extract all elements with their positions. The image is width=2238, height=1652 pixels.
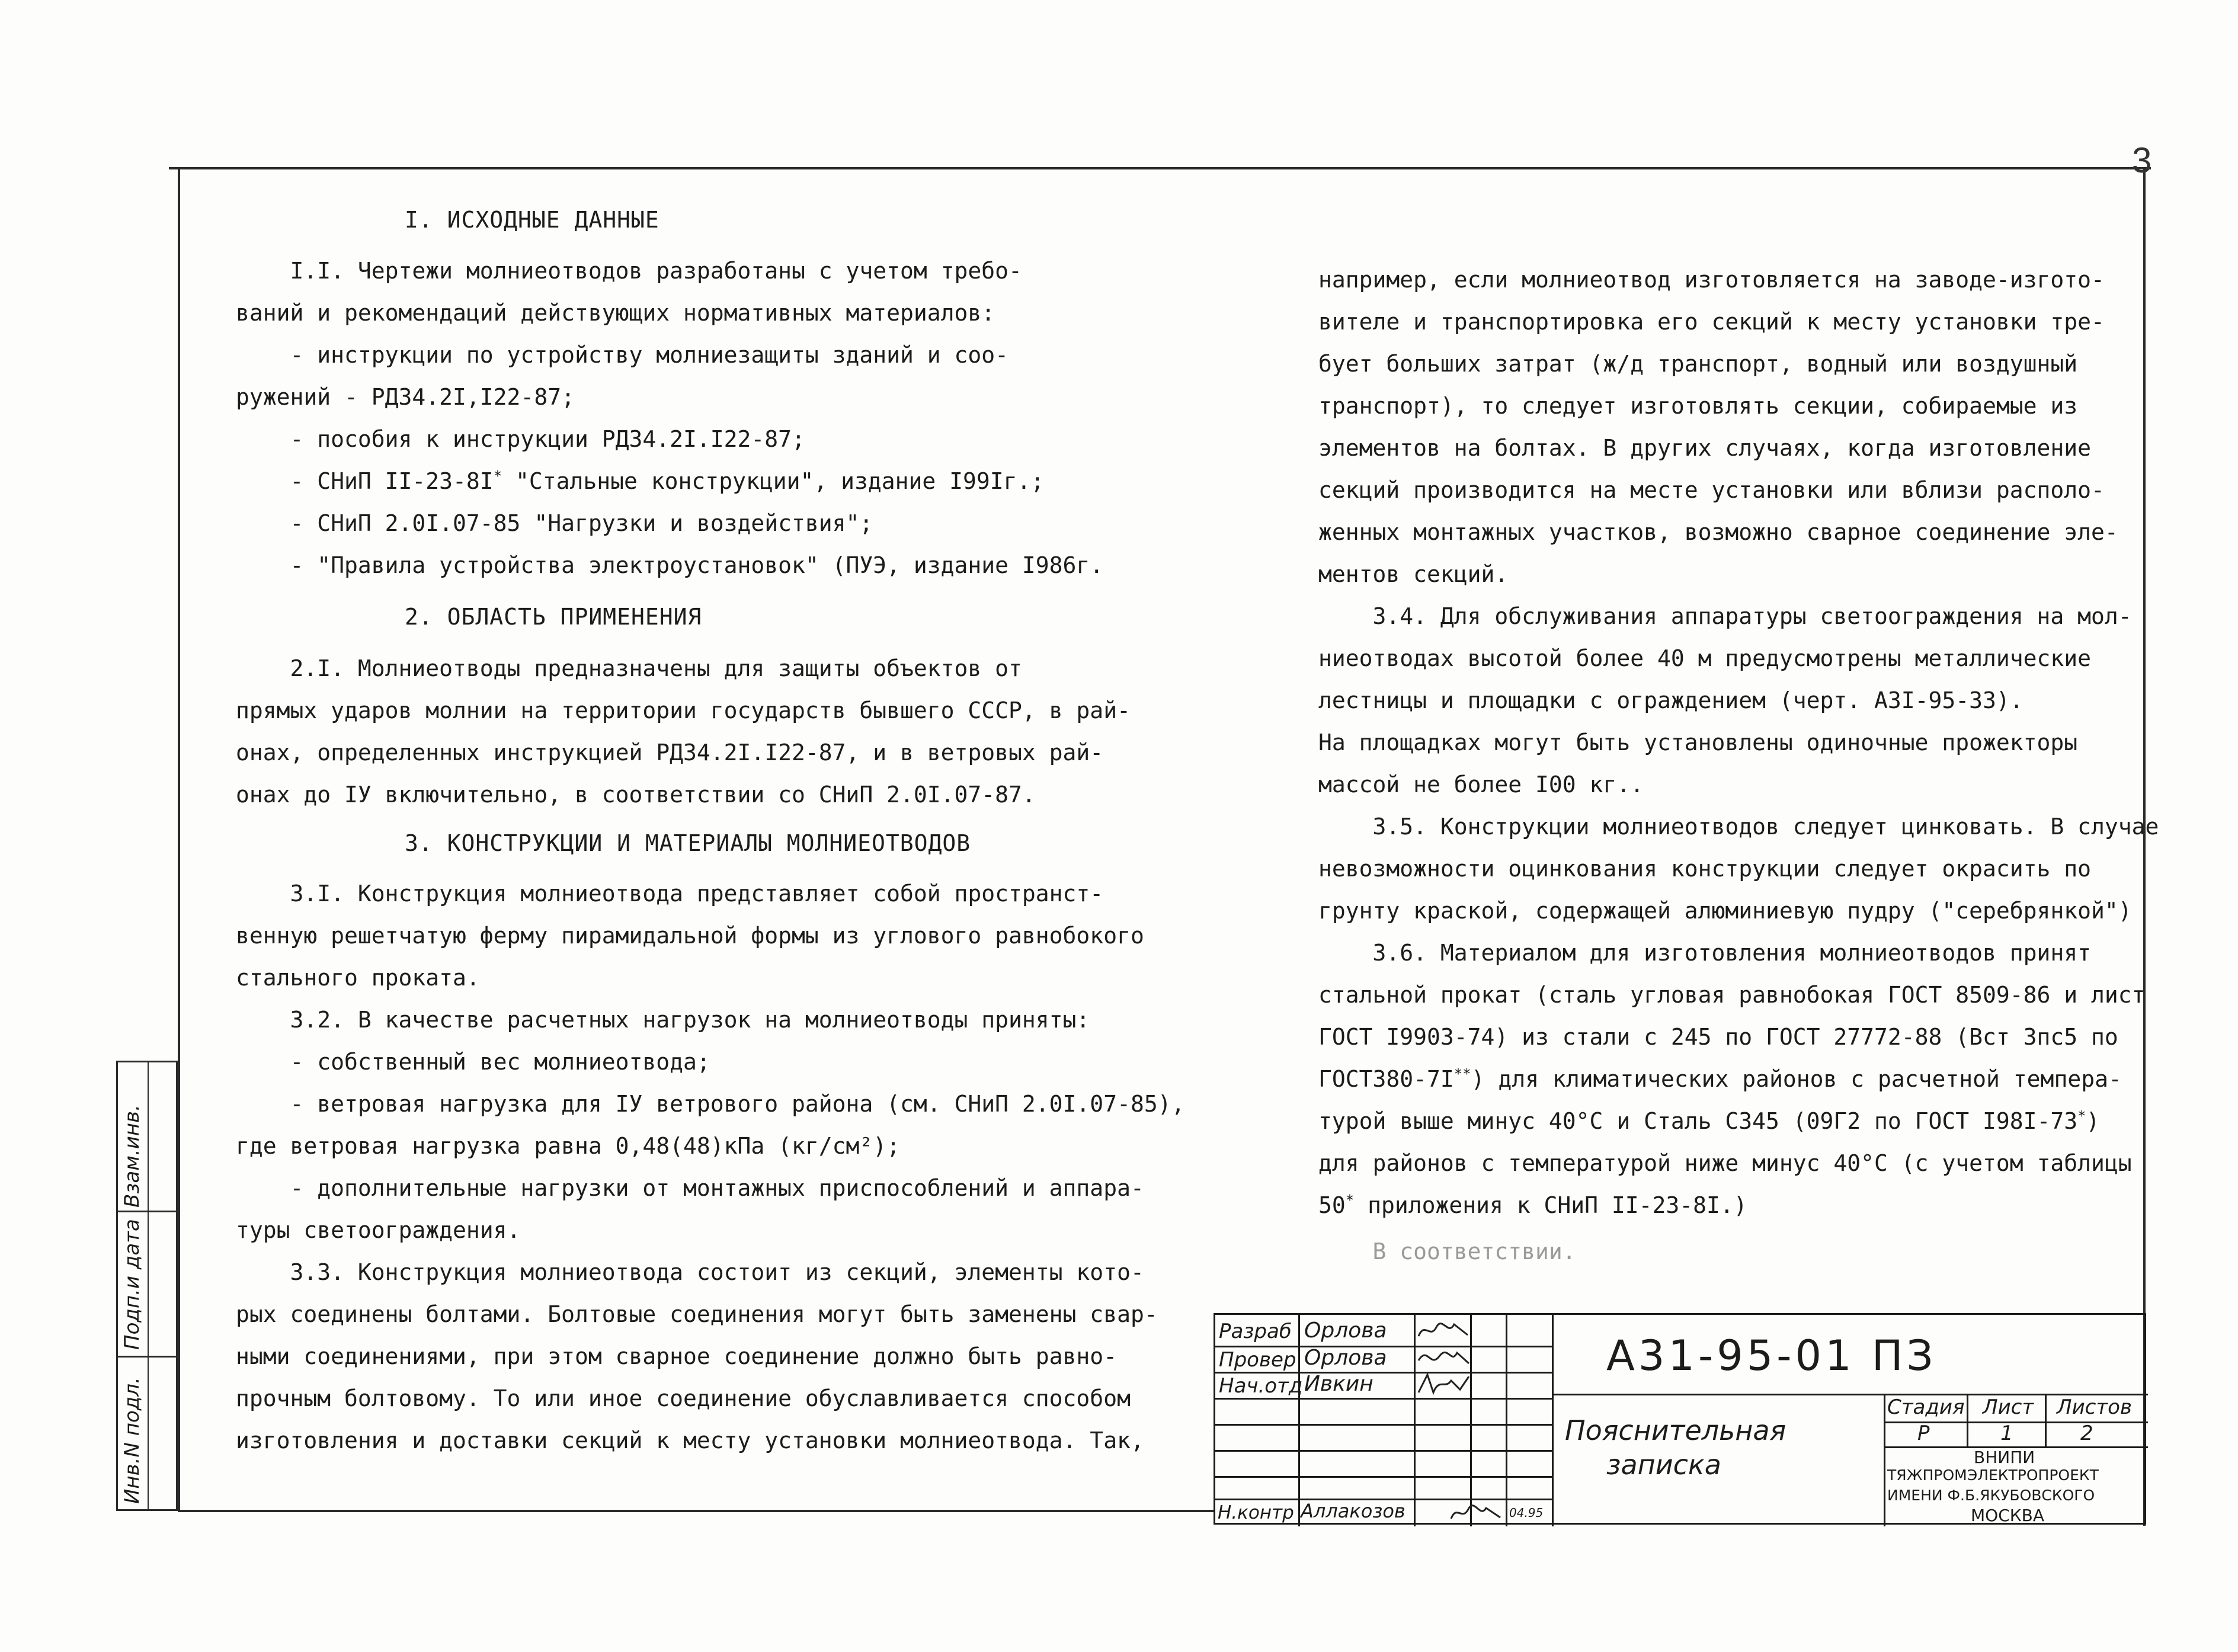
margin-row-divider xyxy=(118,1211,176,1212)
table50-sup: * xyxy=(1345,1192,1355,1209)
org-line-3: ИМЕНИ Ф.Б.ЯКУБОВСКОГО xyxy=(1887,1487,2095,1504)
text-line: ниеотводах высотой более 40 м предусмотрены металлические xyxy=(1318,645,2092,671)
text-line: ваний и рекомендаций действующих нормативных материалов: xyxy=(236,300,995,326)
document-title-line2: записка xyxy=(1606,1449,1721,1481)
text-line: грунту краской, содержащей алюминиевую пудру ("серебрянкой") xyxy=(1318,898,2132,924)
text-line: изготовления и доставки секций к месту установки молниеотвода. Так, xyxy=(236,1427,1144,1453)
sign-date-label: Подп.и дата xyxy=(120,1219,144,1350)
signature-head xyxy=(1416,1372,1472,1395)
text-line: 2.I. Молниеотводы предназначены для защиты объектов от xyxy=(236,655,1022,681)
text-line: - СНиП 2.0I.07-85 "Нагрузки и воздействия"; xyxy=(236,510,873,536)
sheets-value: 2 xyxy=(2080,1422,2093,1445)
snip-sup: * xyxy=(493,468,502,485)
text-line: На площадках могут быть установлены одиночные прожекторы xyxy=(1318,729,2078,755)
document-title-line1: Пояснительная xyxy=(1565,1414,1786,1446)
tb-line xyxy=(1884,1394,1885,1526)
signature-developer xyxy=(1416,1318,1472,1342)
gost-text: ГОСТ380-7I xyxy=(1318,1066,1454,1092)
title-block xyxy=(1214,1313,2146,1525)
table50-rest: приложения к СНиП II-23-8I.) xyxy=(1354,1192,1747,1218)
left-column xyxy=(236,199,1196,1503)
role-norm-control: Н.контр xyxy=(1218,1502,1294,1523)
signature-checker xyxy=(1416,1346,1472,1369)
margin-stamp-table xyxy=(116,1061,178,1511)
table50-text: 50 xyxy=(1318,1192,1346,1218)
text-line: например, если молниеотвод изготовляется на заводе-изгото- xyxy=(1318,267,2105,293)
margin-row-divider xyxy=(118,1356,176,1358)
text-line: 3.5. Конструкции молниеотводов следует цинковать. В случае xyxy=(1318,814,2159,840)
text-line: для районов с температурой ниже минус 40°С (с учетом таблицы xyxy=(1318,1150,2132,1176)
org-line-2: ТЯЖПРОМЭЛЕКТРОПРОЕКТ xyxy=(1887,1467,2099,1484)
text-line: прочным болтовому. То или иное соединение обуславливается способом xyxy=(236,1385,1131,1411)
page-number: 3 xyxy=(2132,140,2152,180)
text-line: вителе и транспортировка его секций к месту установки тре- xyxy=(1318,309,2105,335)
org-line-1: ВНИПИ xyxy=(1974,1448,2035,1467)
text-line: - ветровая нагрузка для IУ ветрового района (см. СНиП 2.0I.07-85), xyxy=(236,1091,1185,1117)
ref-inv-label: Взам.инв. xyxy=(120,1104,144,1208)
text-line: невозможности оцинкования конструкции следует окрасить по xyxy=(1318,856,2092,882)
snip-rest: "Стальные конструкции", издание I99Iг.; xyxy=(502,468,1045,494)
document-designation: А31-95-01 ПЗ xyxy=(1606,1331,1937,1380)
text-line: онах до IУ включительно, в соответствии со СНиП 2.0I.07-87. xyxy=(236,782,1036,808)
section-3-title: 3. КОНСТРУКЦИИ И МАТЕРИАЛЫ МОЛНИЕОТВОДОВ xyxy=(405,830,971,856)
tb-line xyxy=(1215,1372,1553,1374)
gost-rest: ) для климатических районов с расчетной темпера- xyxy=(1471,1066,2122,1092)
text-line: - "Правила устройства электроустановок" (ПУЭ, издание I986г. xyxy=(236,552,1104,578)
text-line: стальной прокат (сталь угловая равнобокая ГОСТ 8509-86 и лист xyxy=(1318,982,2146,1008)
name-checker: Орлова xyxy=(1304,1346,1387,1370)
signature-norm-control xyxy=(1449,1500,1503,1523)
text-line: туры светоограждения. xyxy=(236,1217,521,1243)
text-line-table50 xyxy=(1318,1184,1747,1227)
text-line: элементов на болтах. В других случаях, когда изготовление xyxy=(1318,435,2092,461)
role-developer: Разраб xyxy=(1219,1320,1292,1343)
tb-line xyxy=(1967,1394,1968,1446)
text-line: 3.6. Материалом для изготовления молниеотводов принят xyxy=(1318,940,2092,966)
text-line: 3.2. В качестве расчетных нагрузок на молниеотводы приняты: xyxy=(236,1007,1090,1033)
text-line: - пособия к инструкции РД34.2I.I22-87; xyxy=(236,426,805,452)
frame-bottom-line xyxy=(178,1510,1215,1512)
text-line: где ветровая нагрузка равна 0,48(48)кПа (кг/см²); xyxy=(236,1133,901,1159)
steel-text: турой выше минус 40°С и Сталь С345 (09Г2 по ГОСТ I98I-73 xyxy=(1318,1108,2078,1134)
text-line: бует больших затрат (ж/д транспорт, водный или воздушный xyxy=(1318,351,2078,377)
text-line: женных монтажных участков, возможно сварное соединение эле- xyxy=(1318,519,2118,545)
tb-line xyxy=(1298,1315,1300,1526)
text-line: ружений - РД34.2I,I22-87; xyxy=(236,384,575,410)
text-line-gost xyxy=(1318,1058,2122,1100)
text-line: транспорт), то следует изготовлять секции, собираемые из xyxy=(1318,393,2078,419)
text-line: I.I. Чертежи молниеотводов разработаны с учетом требо- xyxy=(236,258,1022,284)
stage-value: Р xyxy=(1917,1422,1930,1445)
tb-line xyxy=(1506,1315,1507,1526)
tb-line xyxy=(1215,1424,1553,1426)
text-line-steel xyxy=(1318,1100,2100,1142)
text-line: рых соединены болтами. Болтовые соединения могут быть заменены свар- xyxy=(236,1301,1158,1327)
frame-top-line xyxy=(169,167,2151,169)
text-line: прямых ударов молнии на территории государств бывшего СССР, в рай- xyxy=(236,697,1131,723)
text-line: лестницы и площадки с ограждением (черт. А3I-95-33). xyxy=(1318,687,2024,713)
sheet-label: Лист xyxy=(1983,1395,2034,1419)
stage-label: Стадия xyxy=(1887,1395,1965,1419)
text-line: - дополнительные нагрузки от монтажных приспособлений и аппара- xyxy=(236,1175,1144,1201)
text-line: секций производится на месте установки или вблизи располо- xyxy=(1318,477,2105,503)
sheet-value: 1 xyxy=(2000,1422,2013,1445)
snip-text: - СНиП II-23-8I xyxy=(236,468,494,494)
right-column xyxy=(1318,259,2159,1266)
role-head: Нач.отд xyxy=(1219,1374,1303,1398)
steel-rest: ) xyxy=(2086,1108,2100,1134)
section-1-title: I. ИСХОДНЫЕ ДАННЫЕ xyxy=(405,207,659,233)
tb-line xyxy=(1215,1450,1553,1452)
role-checker: Провер xyxy=(1219,1348,1296,1372)
steel-sup: * xyxy=(2077,1107,2086,1125)
tb-line xyxy=(2045,1394,2047,1446)
gost-sup: ** xyxy=(1453,1065,1471,1083)
text-line: ментов секций. xyxy=(1318,561,1509,587)
text-line: ными соединениями, при этом сварное соединение должно быть равно- xyxy=(236,1343,1118,1369)
tb-line xyxy=(1215,1476,1553,1478)
name-norm-control: Аллакозов xyxy=(1301,1500,1405,1522)
text-line: стального проката. xyxy=(236,965,480,991)
org-line-4: МОСКВА xyxy=(1971,1506,2044,1525)
text-line: венную решетчатую ферму пирамидальной формы из углового равнобокого xyxy=(236,923,1144,949)
inv-orig-label: Инв.N подл. xyxy=(120,1377,144,1504)
tb-line xyxy=(1552,1315,1554,1526)
text-line: массой не более I00 кг.. xyxy=(1318,771,1644,798)
sheets-label: Листов xyxy=(2057,1395,2133,1419)
name-head: Ивкин xyxy=(1304,1372,1373,1396)
name-developer: Орлова xyxy=(1304,1318,1387,1343)
text-line: - собственный вес молниеотвода; xyxy=(236,1049,710,1075)
text-line: 3.I. Конструкция молниеотвода представляет собой пространст- xyxy=(236,881,1104,907)
text-line: - инструкции по устройству молниезащиты зданий и соо- xyxy=(236,342,1009,368)
text-line-faded: В соответствии. xyxy=(1318,1238,1576,1264)
section-2-title: 2. ОБЛАСТЬ ПРИМЕНЕНИЯ xyxy=(405,604,702,630)
text-line: онах, определенных инструкцией РД34.2I.I22-87, и в ветровых рай- xyxy=(236,739,1104,766)
text-line: 3.4. Для обслуживания аппаратуры светоограждения на мол- xyxy=(1318,603,2132,629)
text-line: ГОСТ I9903-74) из стали с 245 по ГОСТ 27772-88 (Вст 3пс5 по xyxy=(1318,1024,2118,1050)
date-norm-control: 04.95 xyxy=(1509,1506,1544,1520)
tb-line xyxy=(1215,1398,1553,1400)
text-line: 3.3. Конструкция молниеотвода состоит из секций, элементы кото- xyxy=(236,1259,1144,1285)
text-line-snip xyxy=(236,460,1044,502)
